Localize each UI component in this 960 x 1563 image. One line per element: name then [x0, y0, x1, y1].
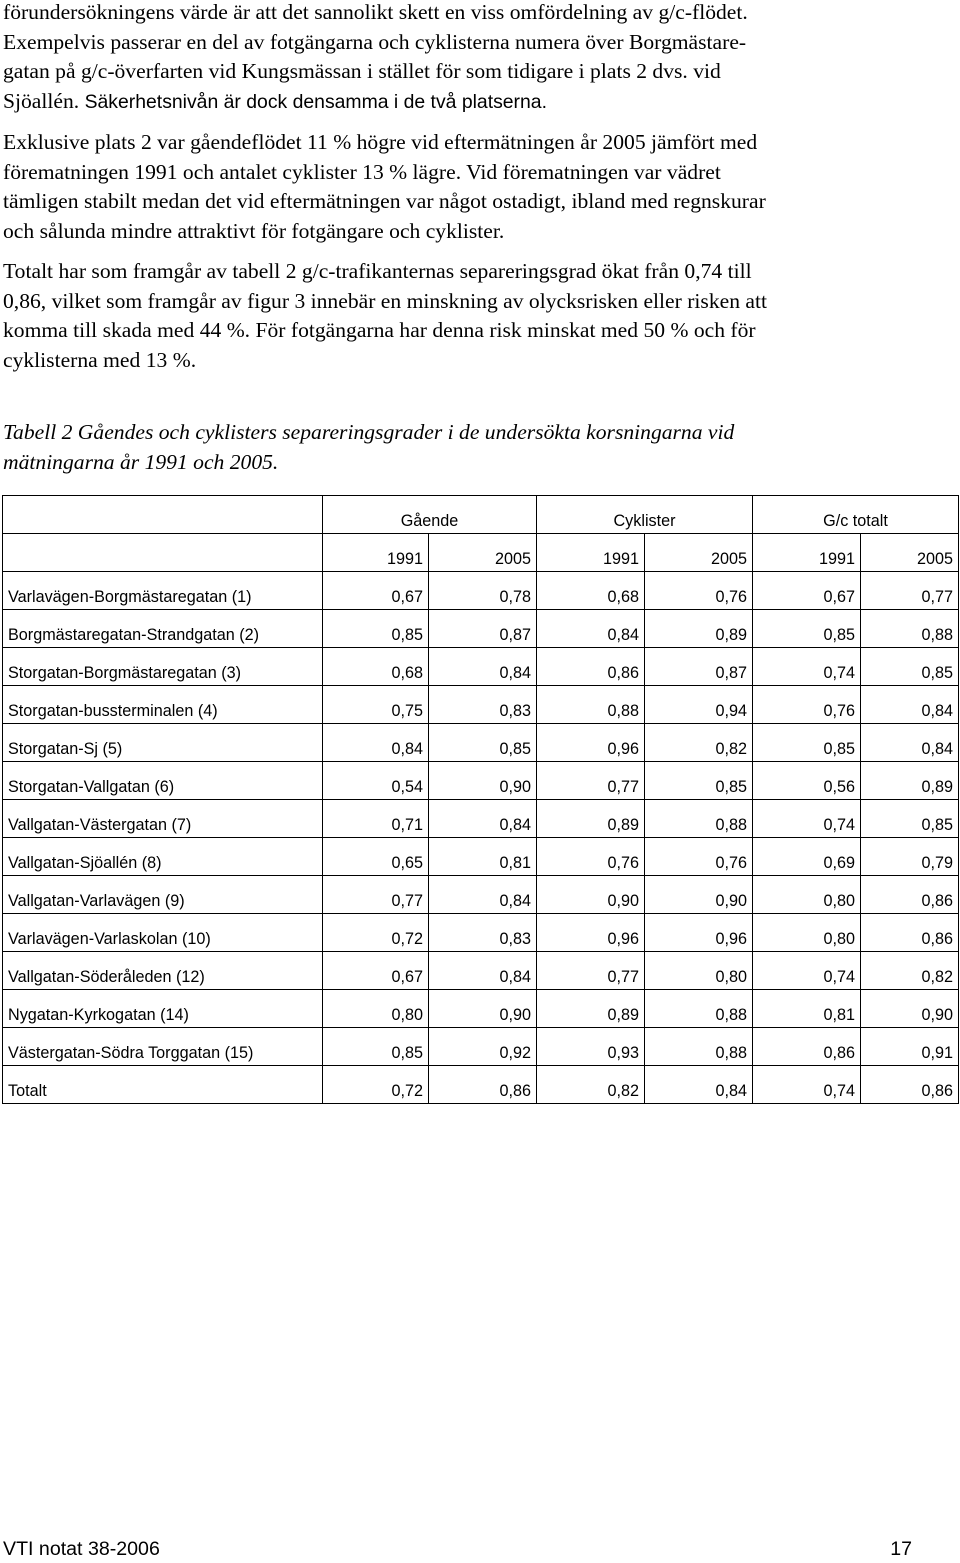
row-value-cell: 0,84	[429, 876, 537, 914]
row-value-cell: 0,85	[323, 610, 429, 648]
table-year-header-row	[3, 534, 959, 572]
row-location-cell: Varlavägen-Borgmästaregatan (1)	[3, 572, 323, 610]
year-header: 1991	[323, 534, 429, 572]
row-value-cell: 0,84	[861, 724, 959, 762]
row-value-cell: 0,80	[323, 990, 429, 1028]
row-location-cell: Västergatan-Södra Torggatan (15)	[3, 1028, 323, 1066]
row-value-cell: 0,92	[429, 1028, 537, 1066]
row-value-cell: 0,86	[753, 1028, 861, 1066]
row-value-cell: 0,84	[429, 800, 537, 838]
row-value-cell: 0,89	[861, 762, 959, 800]
row-value-cell: 0,80	[753, 914, 861, 952]
row-value-cell: 0,84	[323, 724, 429, 762]
row-value-cell: 0,68	[537, 572, 645, 610]
row-value-cell: 0,71	[323, 800, 429, 838]
footer-publication: VTI notat 38-2006	[3, 1538, 160, 1560]
row-value-cell: 0,85	[861, 648, 959, 686]
row-value-cell: 0,86	[861, 914, 959, 952]
row-value-cell: 0,87	[429, 610, 537, 648]
row-value-cell: 0,78	[429, 572, 537, 610]
table-row	[3, 610, 959, 648]
row-value-cell: 0,89	[537, 990, 645, 1028]
paragraph-3-line-4: cyklisterna med 13 %.	[3, 347, 197, 372]
table-row	[3, 876, 959, 914]
table-caption-line-1: Tabell 2 Gåendes och cyklisters separeringsgrader i de undersökta korsningarna vid	[3, 420, 735, 444]
row-value-cell: 0,83	[429, 914, 537, 952]
row-value-cell: 0,90	[645, 876, 753, 914]
row-value-cell: 0,90	[429, 990, 537, 1028]
row-value-cell: 0,84	[429, 952, 537, 990]
row-location-cell: Vallgatan-Söderåleden (12)	[3, 952, 323, 990]
group-header-cyklister: Cyklister	[537, 496, 753, 534]
row-location-cell: Varlavägen-Varlaskolan (10)	[3, 914, 323, 952]
paragraph-1-line-1: förundersökningens värde är att det sannolikt skett en viss omfördelning av g/c-flödet.	[3, 0, 748, 24]
table-group-header-row	[3, 496, 959, 534]
row-location-cell: Storgatan-Borgmästaregatan (3)	[3, 648, 323, 686]
row-value-cell: 0,76	[645, 838, 753, 876]
table-row	[3, 1066, 959, 1104]
paragraph-1-line-4	[3, 87, 957, 118]
row-value-cell: 0,82	[537, 1066, 645, 1104]
row-value-cell: 0,77	[537, 952, 645, 990]
group-header-gc-totalt: G/c totalt	[753, 496, 959, 534]
paragraph-2-line-2b: Vid förematningen var vädret	[466, 159, 721, 184]
separation-table	[2, 495, 959, 1104]
paragraph-3-line-2: 0,86, vilket som framgår av figur 3 innebär en minskning av olycksrisken eller risken att	[3, 288, 767, 313]
paragraph-3-line-3: komma till skada med 44 %. För fotgängarna har denna risk minskat med 50 % och för	[3, 318, 756, 343]
table-row	[3, 990, 959, 1028]
table-caption-line-2: mätningarna år 1991 och 2005.	[3, 449, 279, 474]
row-value-cell: 0,93	[537, 1028, 645, 1066]
table-row	[3, 838, 959, 876]
paragraph-2-line-1: Exklusive plats 2 var gåendeflödet 11 % högre vid eftermätningen år 2005 jämfört med	[3, 130, 758, 154]
year-header: 1991	[537, 534, 645, 572]
row-value-cell: 0,69	[753, 838, 861, 876]
row-value-cell: 0,87	[645, 648, 753, 686]
row-value-cell: 0,83	[429, 686, 537, 724]
row-value-cell: 0,80	[753, 876, 861, 914]
row-value-cell: 0,86	[861, 1066, 959, 1104]
table-row	[3, 762, 959, 800]
row-value-cell: 0,94	[645, 686, 753, 724]
table-corner-cell	[3, 496, 323, 534]
row-value-cell: 0,77	[861, 572, 959, 610]
paragraph-2-line-3: tämligen stabilt medan det vid eftermätningen var något ostadigt, ibland med regnskurar	[3, 189, 766, 214]
row-value-cell: 0,76	[645, 572, 753, 610]
row-value-cell: 0,96	[537, 724, 645, 762]
row-location-cell: Storgatan-Sj (5)	[3, 724, 323, 762]
row-value-cell: 0,90	[861, 990, 959, 1028]
row-value-cell: 0,82	[861, 952, 959, 990]
row-location-cell: Totalt	[3, 1066, 323, 1104]
row-location-cell: Borgmästaregatan-Strandgatan (2)	[3, 610, 323, 648]
row-value-cell: 0,76	[537, 838, 645, 876]
row-value-cell: 0,85	[753, 610, 861, 648]
row-value-cell: 0,89	[537, 800, 645, 838]
row-value-cell: 0,81	[429, 838, 537, 876]
row-value-cell: 0,67	[753, 572, 861, 610]
row-location-cell: Vallgatan-Västergatan (7)	[3, 800, 323, 838]
table-caption	[3, 418, 957, 477]
row-value-cell: 0,85	[861, 800, 959, 838]
row-value-cell: 0,84	[645, 1066, 753, 1104]
row-location-cell: Vallgatan-Sjöallén (8)	[3, 838, 323, 876]
row-value-cell: 0,72	[323, 1066, 429, 1104]
table-row	[3, 800, 959, 838]
group-header-gaende: Gående	[323, 496, 537, 534]
row-value-cell: 0,89	[645, 610, 753, 648]
row-location-cell: Vallgatan-Varlavägen (9)	[3, 876, 323, 914]
row-value-cell: 0,76	[753, 686, 861, 724]
row-value-cell: 0,84	[537, 610, 645, 648]
row-value-cell: 0,72	[323, 914, 429, 952]
row-value-cell: 0,96	[537, 914, 645, 952]
row-value-cell: 0,79	[861, 838, 959, 876]
row-location-cell: Storgatan-Vallgatan (6)	[3, 762, 323, 800]
row-value-cell: 0,88	[645, 1028, 753, 1066]
row-value-cell: 0,91	[861, 1028, 959, 1066]
row-value-cell: 0,67	[323, 572, 429, 610]
row-value-cell: 0,54	[323, 762, 429, 800]
table-row	[3, 1028, 959, 1066]
row-value-cell: 0,74	[753, 648, 861, 686]
row-value-cell: 0,96	[645, 914, 753, 952]
row-value-cell: 0,84	[429, 648, 537, 686]
paragraph-1-line-2: Exempelvis passerar en del av fotgängarna och cyklisterna numera över Borgmästare-	[3, 29, 747, 54]
row-value-cell: 0,80	[645, 952, 753, 990]
row-value-cell: 0,86	[861, 876, 959, 914]
paragraph-1-line-4a: Sjöallén.	[3, 88, 85, 113]
page-number: 17	[890, 1538, 912, 1560]
row-value-cell: 0,77	[537, 762, 645, 800]
paragraph-3	[3, 257, 957, 375]
table-row	[3, 572, 959, 610]
row-value-cell: 0,75	[323, 686, 429, 724]
row-value-cell: 0,77	[323, 876, 429, 914]
row-location-cell: Storgatan-bussterminalen (4)	[3, 686, 323, 724]
row-value-cell: 0,74	[753, 952, 861, 990]
row-value-cell: 0,86	[537, 648, 645, 686]
row-value-cell: 0,88	[645, 990, 753, 1028]
table-corner-cell-2	[3, 534, 323, 572]
table-row	[3, 724, 959, 762]
table-body	[3, 572, 959, 1104]
year-header: 1991	[753, 534, 861, 572]
row-value-cell: 0,82	[645, 724, 753, 762]
row-value-cell: 0,88	[861, 610, 959, 648]
row-value-cell: 0,74	[753, 800, 861, 838]
row-value-cell: 0,56	[753, 762, 861, 800]
row-value-cell: 0,85	[429, 724, 537, 762]
row-value-cell: 0,90	[429, 762, 537, 800]
table-row	[3, 952, 959, 990]
row-value-cell: 0,84	[861, 686, 959, 724]
year-header: 2005	[429, 534, 537, 572]
row-value-cell: 0,81	[753, 990, 861, 1028]
row-value-cell: 0,67	[323, 952, 429, 990]
table-row	[3, 686, 959, 724]
row-value-cell: 0,85	[323, 1028, 429, 1066]
row-value-cell: 0,88	[537, 686, 645, 724]
row-location-cell: Nygatan-Kyrkogatan (14)	[3, 990, 323, 1028]
row-value-cell: 0,90	[537, 876, 645, 914]
paragraph-2-line-4: och sålunda mindre attraktivt för fotgängare och cyklister.	[3, 218, 505, 243]
paragraph-2-line-2	[3, 158, 957, 188]
paragraph-3-line-1: Totalt har som framgår av tabell 2 g/c-trafikanternas separeringsgrad ökat från 0,74 till	[3, 259, 752, 283]
paragraph-2	[3, 128, 957, 246]
row-value-cell: 0,85	[645, 762, 753, 800]
row-value-cell: 0,86	[429, 1066, 537, 1104]
row-value-cell: 0,85	[753, 724, 861, 762]
row-value-cell: 0,68	[323, 648, 429, 686]
row-value-cell: 0,88	[645, 800, 753, 838]
row-value-cell: 0,74	[753, 1066, 861, 1104]
paragraph-1-line-3: gatan på g/c-överfarten vid Kungsmässan i stället för som tidigare i plats 2 dvs. vid	[3, 59, 721, 84]
year-header: 2005	[861, 534, 959, 572]
paragraph-1-line-4b: Säkerhetsnivån är dock densamma i de två platserna.	[84, 90, 547, 113]
year-header: 2005	[645, 534, 753, 572]
paragraph-1	[3, 0, 957, 117]
table-row	[3, 914, 959, 952]
table-row	[3, 648, 959, 686]
row-value-cell: 0,65	[323, 838, 429, 876]
paragraph-2-line-2a: förematningen 1991 och antalet cyklister 13 % lägre.	[3, 159, 467, 184]
